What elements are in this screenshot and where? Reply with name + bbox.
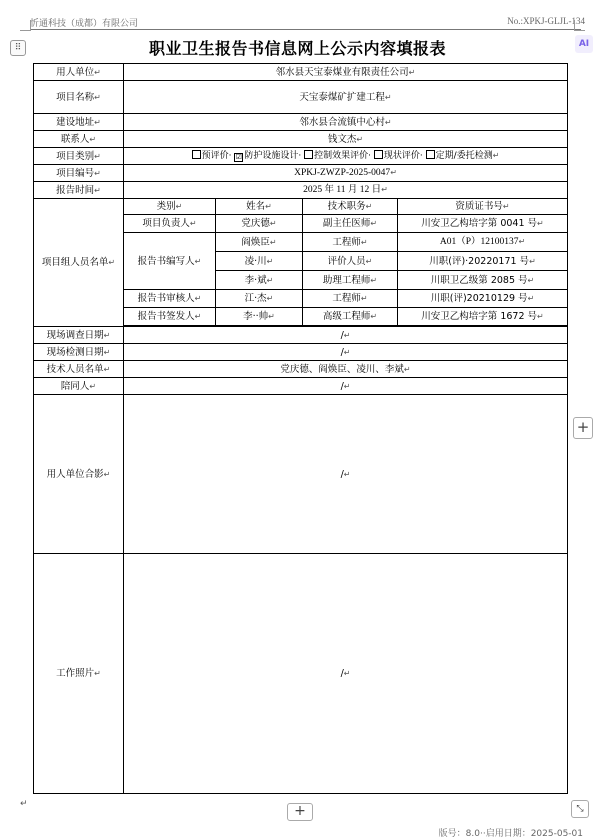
report-time-value[interactable]: 2025 年 11 月 12 日↵ <box>124 182 568 199</box>
footer-version: 版号：8.0··启用日期：2025-05-01 <box>438 829 583 839</box>
group-photo-value[interactable]: /↵ <box>124 395 568 554</box>
header-rule <box>30 29 581 30</box>
category-option-control-evaluation[interactable]: 控制效果评价· <box>304 151 371 161</box>
team-cert[interactable]: 川安卫乙构培字第 1672 号↵ <box>398 308 568 326</box>
row-escort <box>34 378 568 395</box>
row-survey-date <box>34 327 568 344</box>
checkbox-unchecked-icon[interactable] <box>374 150 383 159</box>
team-role: 报告书签发人↵ <box>124 308 216 326</box>
contact-value[interactable]: 钱文杰↵ <box>124 131 568 148</box>
team-header-category: 类别↵ <box>124 199 216 215</box>
row-work-photo <box>34 554 568 794</box>
survey-date-label: 现场调查日期↵ <box>34 327 124 344</box>
paragraph-mark-icon: ↵ <box>20 799 28 809</box>
team-label: 项目组人员名单↵ <box>34 199 124 327</box>
team-role: 报告书编写人↵ <box>124 233 216 290</box>
category-label: 项目类别↵ <box>34 148 124 165</box>
team-role: 项目负责人↵ <box>124 215 216 233</box>
employer-label: 用人单位↵ <box>34 64 124 81</box>
team-title[interactable]: 评价人员↵ <box>303 252 398 271</box>
team-title[interactable]: 副主任医师↵ <box>303 215 398 233</box>
checkbox-unchecked-icon[interactable] <box>426 150 435 159</box>
ai-assistant-button[interactable]: AI <box>575 35 593 53</box>
table-move-handle-icon[interactable]: ⠿ <box>10 40 26 56</box>
table-resize-handle-icon[interactable]: ⤡ <box>571 800 589 818</box>
checkbox-unchecked-icon[interactable] <box>192 150 201 159</box>
address-value[interactable]: 邻水县合流镇中心村↵ <box>124 114 568 131</box>
row-report-time <box>34 182 568 199</box>
category-option-pre-assessment[interactable]: 预评价· <box>192 151 232 161</box>
checkbox-unchecked-icon[interactable] <box>304 150 313 159</box>
team-title[interactable]: 助理工程师↵ <box>303 271 398 290</box>
team-name[interactable]: 李··帅↵ <box>216 308 303 326</box>
row-project-name <box>34 81 568 114</box>
contact-label: 联系人↵ <box>34 131 124 148</box>
team-cert[interactable]: 川职(评)20210129 号↵ <box>398 290 568 308</box>
header-company: 忻通科技（成都）有限公司 <box>30 19 139 29</box>
team-header-row <box>34 199 568 215</box>
escort-label: 陪同人↵ <box>34 378 124 395</box>
category-option-periodic-testing[interactable]: 定期/委托检测 <box>426 151 493 161</box>
row-employer <box>34 64 568 81</box>
row-address <box>34 114 568 131</box>
address-label: 建设地址↵ <box>34 114 124 131</box>
project-number-label: 项目编号↵ <box>34 165 124 182</box>
test-date-value[interactable]: /↵ <box>124 344 568 361</box>
escort-value[interactable]: /↵ <box>124 378 568 395</box>
category-options: 预评价· ☑ 防护设施设计· 控制效果评价· 现状评价· 定期/委托检测↵ <box>124 148 568 165</box>
team-title[interactable]: 工程师↵ <box>303 233 398 252</box>
tech-staff-value[interactable]: 党庆德、阎焕臣、凌川、李斌↵ <box>124 361 568 378</box>
disclosure-form-table <box>33 63 568 794</box>
test-date-label: 现场检测日期↵ <box>34 344 124 361</box>
group-photo-label: 用人单位合影↵ <box>34 395 124 554</box>
row-group-photo <box>34 395 568 554</box>
crop-mark-top-right <box>574 20 585 31</box>
form-title: 职业卫生报告书信息网上公示内容填报表 <box>148 39 446 58</box>
team-header-name: 姓名↵ <box>216 199 303 215</box>
team-cert[interactable]: A01（P）12100137↵ <box>398 233 568 252</box>
tech-staff-label: 技术人员名单↵ <box>34 361 124 378</box>
work-photo-label: 工作照片↵ <box>34 554 124 794</box>
team-cert[interactable]: 川安卫乙构培字第 0041 号↵ <box>398 215 568 233</box>
category-option-status-evaluation[interactable]: 现状评价· <box>374 151 423 161</box>
row-category <box>34 148 568 165</box>
team-name[interactable]: 凌·川↵ <box>216 252 303 271</box>
project-name-label: 项目名称↵ <box>34 81 124 114</box>
add-row-plus-icon[interactable]: + <box>287 803 313 821</box>
team-title[interactable]: 工程师↵ <box>303 290 398 308</box>
project-name-value[interactable]: 天宝泰煤矿扩建工程↵ <box>124 81 568 114</box>
row-project-number <box>34 165 568 182</box>
checkbox-checked-icon[interactable]: ☑ <box>235 153 243 161</box>
row-test-date <box>34 344 568 361</box>
project-number-value[interactable]: XPKJ-ZWZP-2025-0047↵ <box>124 165 568 182</box>
header-doc-number: No.:XPKJ-GLJL-134 <box>507 16 585 26</box>
team-cert[interactable]: 川职(评)·20220171 号↵ <box>398 252 568 271</box>
report-time-label: 报告时间↵ <box>34 182 124 199</box>
team-name[interactable]: 李·斌↵ <box>216 271 303 290</box>
team-name[interactable]: 江·杰↵ <box>216 290 303 308</box>
team-role: 报告书审核人↵ <box>124 290 216 308</box>
row-contact <box>34 131 568 148</box>
add-column-plus-icon[interactable]: + <box>573 417 593 439</box>
team-title[interactable]: 高级工程师↵ <box>303 308 398 326</box>
work-photo-value[interactable]: /↵ <box>124 554 568 794</box>
team-name[interactable]: 党庆德↵ <box>216 215 303 233</box>
team-header-title: 技术职务↵ <box>303 199 398 215</box>
crop-mark-top-left <box>20 20 31 31</box>
team-name[interactable]: 阎焕臣↵ <box>216 233 303 252</box>
row-tech-staff <box>34 361 568 378</box>
team-header-cert: 资质证书号↵ <box>398 199 568 215</box>
survey-date-value[interactable]: /↵ <box>124 327 568 344</box>
team-cert[interactable]: 川职卫乙级第 2085 号↵ <box>398 271 568 290</box>
category-option-protection-design[interactable]: ☑ 防护设施设计· <box>235 151 302 161</box>
employer-value[interactable]: 邻水县天宝泰煤业有限责任公司↵ <box>124 64 568 81</box>
